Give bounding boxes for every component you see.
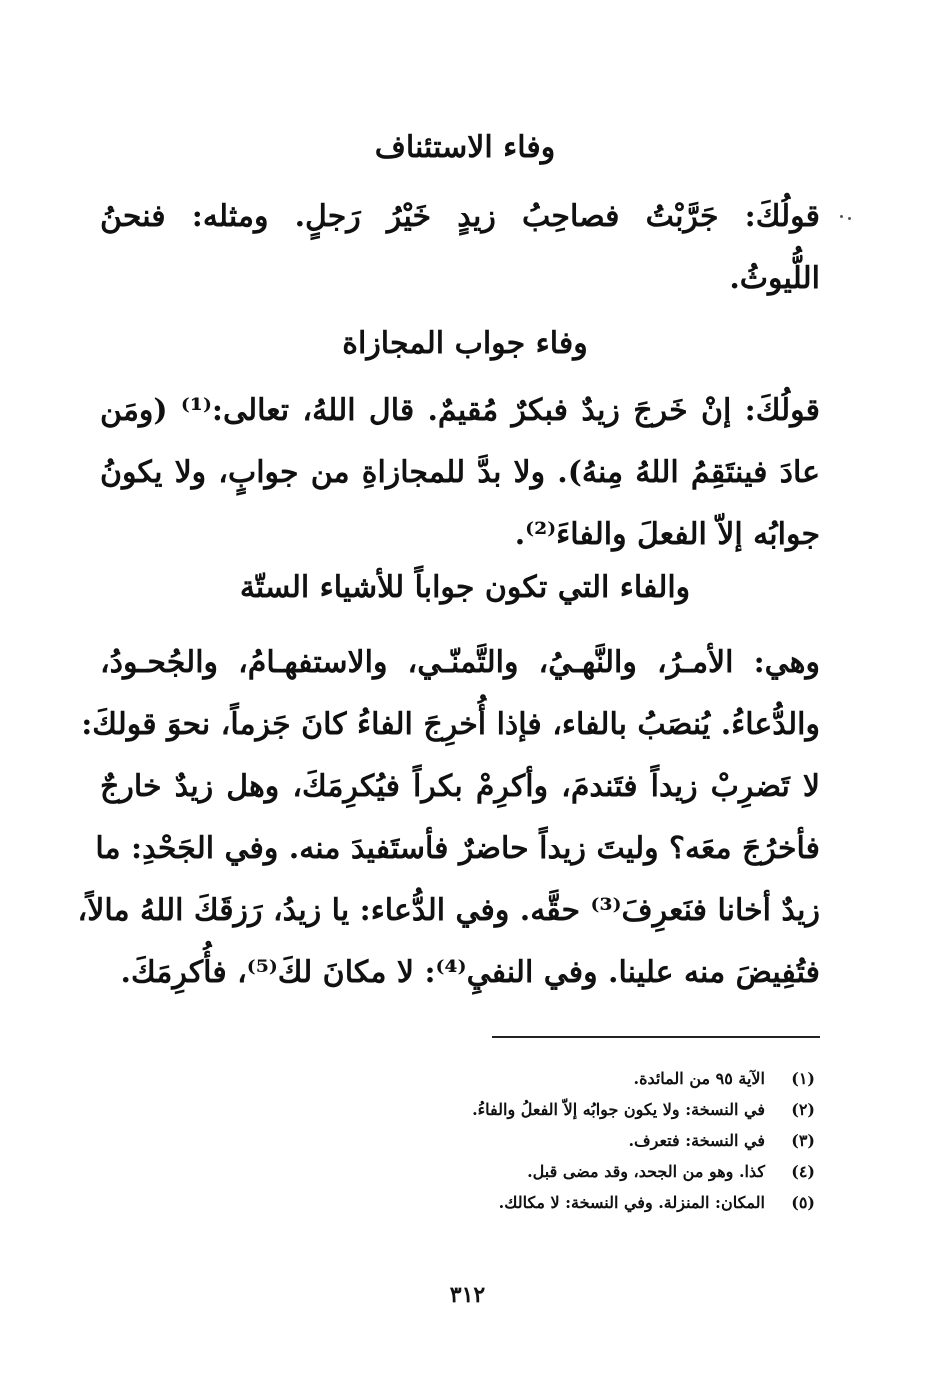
scan-speck <box>848 217 851 220</box>
footnote-text: كذا. وهو من الجحد، وقد مضى قبل. <box>527 1162 765 1181</box>
footnote-text: المكان: المنزلة. وفي النسخة: لا مكالك. <box>498 1193 765 1212</box>
text-line: فأخرُجَ معَه؟ وليتَ زيداً حاضرٌ فأستَفيدَ منه. وفي الجَحْدِ: ما <box>95 831 820 866</box>
footnote-item <box>300 1094 815 1125</box>
footnote-number: (١) <box>791 1069 815 1088</box>
text-line: قولُكَ: جَرَّبْتُ فصاحِبُ زيدٍ خَيْرُ رَجلٍ. ومثله: فنحنُ <box>100 199 820 234</box>
footnote-number: (٥) <box>791 1193 815 1212</box>
text-line: لا تَضرِبْ زيداً فتَندمَ، وأكرِمْ بكراً فيُكرِمَكَ، وهل زيدٌ خارجٌ <box>100 769 820 804</box>
footnote-text: في النسخة: فتعرف. <box>628 1131 765 1150</box>
section-body-six-things <box>77 632 820 1004</box>
footnote-separator <box>492 1036 820 1038</box>
footnote-number: (٣) <box>791 1131 815 1150</box>
footnote-item <box>300 1156 815 1187</box>
text-line: والدُّعاءُ. يُنصَبُ بالفاء، فإذا أُخرِجَ الفاءُ كانَ جَزماً، نحوَ قولكَ: <box>81 707 820 742</box>
text-line: عادَ فينتَقِمُ اللهُ مِنهُ). ولا بدَّ للمجازاةِ من جوابٍ، ولا يكونُ <box>100 455 820 490</box>
footnote-text: في النسخة: ولا يكون جوابُه إلاّ الفعلُ والفاءُ. <box>472 1100 765 1119</box>
section-heading-six-things: والفاء التي تكون جواباً للأشياء الستّة <box>239 570 691 605</box>
text-line: اللُّيوثُ. <box>729 261 820 296</box>
section-body-jawab-mujazat <box>100 380 820 566</box>
footnote-number: (٤) <box>791 1162 815 1181</box>
page-number: ٣١٢ <box>449 1282 486 1308</box>
text-line: جوابُه إلاّ الفعلَ والفاءَ⁽²⁾. <box>514 517 820 552</box>
footnote-text: الآية ٩٥ من المائدة. <box>633 1069 765 1088</box>
section-heading-jawab-mujazat: وفاء جواب المجازاة <box>342 326 588 361</box>
footnote-number: (٢) <box>791 1100 815 1119</box>
scan-speck <box>840 215 843 218</box>
footnote-item <box>300 1187 815 1218</box>
footnote-item <box>300 1125 815 1156</box>
text-line: فتُفِيضَ منه علينا. وفي النفيِ⁽⁴⁾: لا مكانَ لكَ⁽⁵⁾، فأُكرِمَكَ. <box>120 955 820 990</box>
text-line: وهي: الأمـرُ، والنَّهـيُ، والتَّمنّـي، والاستفهـامُ، والجُحـودُ، <box>100 645 820 680</box>
footnotes <box>300 1063 815 1218</box>
text-line: قولُكَ: إنْ خَرجَ زيدٌ فبكرٌ مُقيمٌ. قال اللهُ، تعالى:⁽¹⁾ (ومَن <box>100 393 820 428</box>
section-heading-istinaf: وفاء الاستئناف <box>374 130 556 165</box>
text-line: زيدٌ أخانا فنَعرِفَ⁽³⁾ حقَّه. وفي الدُّعاء: يا زيدُ، رَزقَكَ اللهُ مالاً، <box>77 893 820 928</box>
footnote-item <box>300 1063 815 1094</box>
section-body-istinaf <box>100 186 820 310</box>
